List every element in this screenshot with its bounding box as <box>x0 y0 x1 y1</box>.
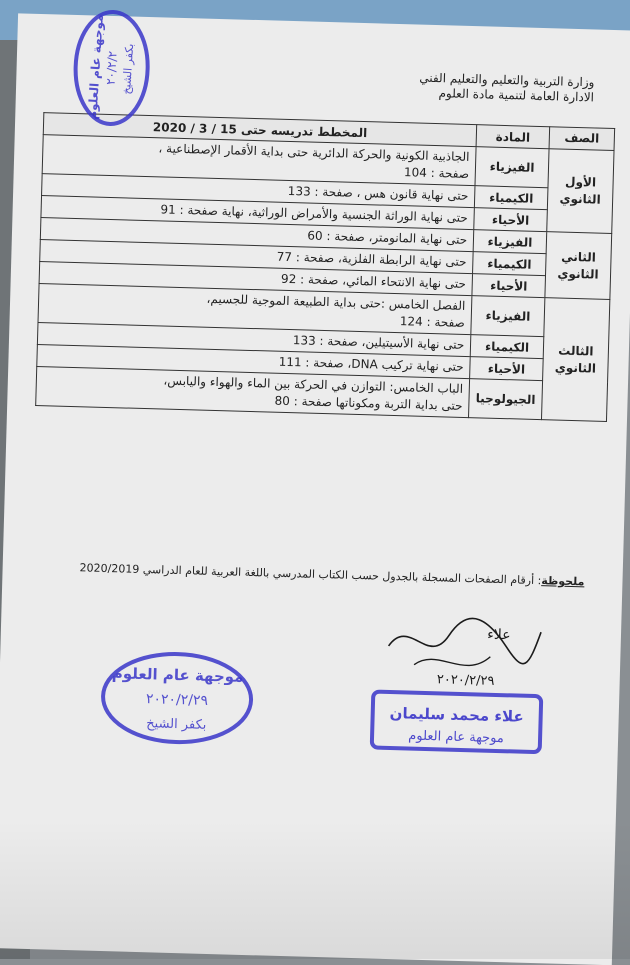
grade-cell <box>547 149 614 234</box>
grade-name-line: الثالث <box>558 343 594 359</box>
plan-line: حتى نهاية المانومتر، صفحة : 60 <box>307 228 468 247</box>
stamp-top-line2: ٢٠/٢/٢ <box>103 50 120 86</box>
grade-name-line: الثانوي <box>557 266 599 282</box>
plan-line: الباب الخامس: التوازن في الحركة بين الماء والهواء واليابس، <box>163 373 464 396</box>
stamp-top-line1: موجهة عام العلوم <box>85 14 106 120</box>
name-stamp <box>366 683 548 760</box>
subject-cell: الفيزياء <box>471 296 545 337</box>
plan-line: حتى نهاية الأسيتيلين، صفحة : 133 <box>292 333 465 352</box>
table-body <box>36 135 614 422</box>
ministry-line-2: الادارة العامة لتنمية مادة العلوم <box>438 86 595 105</box>
grade-cell <box>541 298 609 422</box>
subject-cell: الجيولوجيا <box>469 379 543 420</box>
stamp-bottom-line1: موجهة عام العلوم <box>111 664 244 686</box>
signature-scribble: علاء <box>487 626 511 644</box>
subject-cell: الأحياء <box>470 357 543 381</box>
header-plan: المخطط تدريسه حتى 15 / 3 / 2020 <box>43 113 477 147</box>
name-stamp-line1: علاء محمد سليمان <box>389 703 524 726</box>
schedule-table <box>35 112 615 422</box>
header-subject: المادة <box>476 125 549 149</box>
subject-cell: الأحياء <box>474 208 547 232</box>
stamp-top-line3: بكفر الشيخ <box>120 43 137 95</box>
plan-line: صفحة : 104 <box>403 165 470 181</box>
signature <box>377 606 549 693</box>
subject-cell: الأحياء <box>472 274 545 298</box>
subject-cell: الكيمياء <box>475 186 548 210</box>
plan-line: حتى نهاية تركيب DNA، صفحة : 111 <box>278 354 464 374</box>
subject-cell: الكيمياء <box>473 252 546 276</box>
plan-line: الفصل الخامس :حتى بداية الطبيعة الموجية للجسيم، <box>206 291 466 313</box>
ministry-header <box>419 71 595 106</box>
plan-line: حتى نهاية الرابطة الفلزية، صفحة : 77 <box>276 249 467 269</box>
round-stamp-bottom <box>96 646 259 750</box>
signature-date: ٢٠٢٠/٢/٢٩ <box>436 672 495 689</box>
grade-name-line: الثاني <box>561 249 597 265</box>
stamp-bottom-line3: بكفر الشيخ <box>146 716 207 733</box>
plan-line: حتى نهاية الوراثة الجنسية والأمراض الوراثية، نهاية صفحة : 91 <box>160 202 468 225</box>
subject-cell: الفيزياء <box>473 230 546 254</box>
stamp-bottom-line2: ٢٠٢٠/٢/٢٩ <box>145 691 209 709</box>
header-grade: الصف <box>549 127 615 151</box>
plan-line: حتى نهاية قانون هس ، صفحة : 133 <box>287 183 469 203</box>
grade-cell <box>545 232 612 300</box>
plan-line: صفحة : 124 <box>399 314 466 330</box>
grade-name-line: الثانوي <box>559 191 601 207</box>
round-stamp-top <box>67 3 157 133</box>
grade-name-line: الثانوي <box>554 359 597 376</box>
name-stamp-line2: موجهة عام العلوم <box>408 728 505 747</box>
footnote-text: : أرقام الصفحات المسجلة بالجدول حسب الكتاب المدرسي باللغة العربية للعام الدراسي 2020/2019 <box>79 561 542 588</box>
grade-name-line: الأول <box>564 174 597 190</box>
footnote <box>79 561 584 588</box>
subject-cell: الفيزياء <box>475 147 549 188</box>
plan-line: حتى بداية التربة ومكوناتها صفحة : 80 <box>274 393 463 413</box>
photo-shadow <box>0 820 630 959</box>
ministry-line-1: وزارة التربية والتعليم والتعليم الفني <box>419 70 595 90</box>
subject-cell: الكيمياء <box>470 335 543 359</box>
plan-line: حتى نهاية الانتحاء المائي، صفحة : 92 <box>280 271 467 291</box>
footnote-label: ملحوظة <box>541 574 585 589</box>
plan-line: الجاذبية الكونية والحركة الدائرية حتى بداية الأقمار الإصطناعية ، <box>158 141 470 165</box>
